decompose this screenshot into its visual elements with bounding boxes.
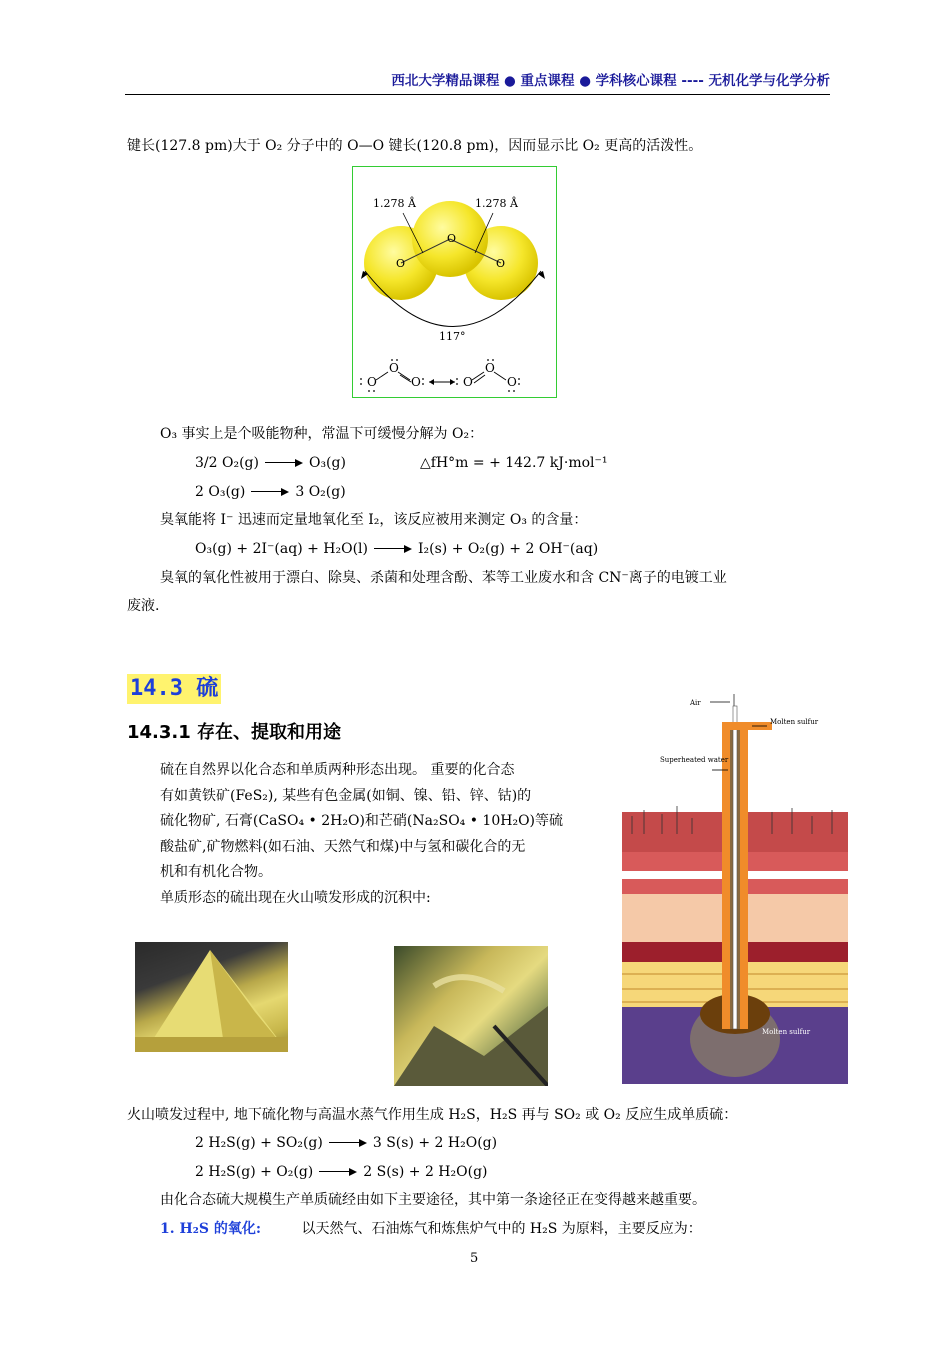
label-molten-bottom: Molten sulfur [762, 1028, 811, 1036]
eq1-enthalpy: △fH°m = + 142.7 kJ·mol⁻¹ [420, 455, 608, 471]
eq4-left: 2 H₂S(g) + SO₂(g) [195, 1135, 323, 1151]
ozone-figure [352, 166, 557, 398]
bond-angle-label: 117° [439, 330, 466, 343]
label-superheated: Superheated water [660, 756, 729, 764]
section-title: 14.3 硫 [127, 674, 221, 704]
eq3-left: O₃(g) + 2I⁻(aq) + H₂O(l) [195, 541, 368, 557]
lewis-o5: O [485, 361, 495, 375]
item1-label: 1. H₂S 的氧化: [160, 1221, 262, 1237]
equation-2 [195, 482, 346, 502]
ozone-molecule-diagram [353, 167, 555, 396]
atom-label-right: O [496, 257, 506, 270]
para-line: 硫化物矿, 石膏(CaSO₄ • 2H₂O)和芒硝(Na₂SO₄ • 10H₂O)等硫 [160, 813, 564, 829]
atom-label-left: O [396, 257, 406, 270]
bond-length-right: 1.278 Å [475, 197, 518, 210]
eq1-right: O₃(g) [308, 455, 346, 471]
reaction-arrow [374, 545, 412, 553]
reaction-arrow [319, 1168, 357, 1176]
equation-3 [195, 539, 598, 559]
para-line: 有如黄铁矿(FeS₂), 某些有色金属(如铜、镍、铅、锌、钴)的 [160, 787, 532, 804]
eq1-left: 3/2 O₂(g) [195, 455, 259, 471]
lewis-o2: O [389, 361, 399, 375]
atom-label-center: O [447, 232, 457, 245]
eq5-left: 2 H₂S(g) + O₂(g) [195, 1164, 314, 1180]
label-air: Air [690, 699, 701, 707]
sulfur-deposit-photo [135, 942, 288, 1052]
para-line: 酸盐矿,矿物燃料(如石油、天然气和煤)中与氢和碳化合的无 [160, 838, 526, 855]
para-line: 机和有机化合物。 [160, 864, 272, 880]
ozone-usage-line2: 废液. [127, 598, 160, 614]
equation-4 [195, 1133, 497, 1153]
ozone-usage-line1: 臭氧的氧化性被用于漂白、除臭、杀菌和处理含酚、苯等工业废水和含 CN⁻离子的电镀工业 [160, 570, 727, 586]
production-text: 由化合态硫大规模生产单质硫经由如下主要途径，其中第一条途径正在变得越来越重要。 [160, 1192, 706, 1208]
page-number: 5 [470, 1251, 479, 1266]
equation-5 [195, 1162, 488, 1182]
eq2-right: 3 O₂(g) [295, 484, 346, 500]
para-line: 硫在自然界以化合态和单质两种形态出现。 重要的化合态 [160, 762, 515, 778]
reaction-arrow [251, 488, 289, 496]
eq5-right: 2 S(s) + 2 H₂O(g) [363, 1164, 488, 1180]
frasch-process-diagram [622, 684, 848, 1084]
reaction-arrow [329, 1139, 367, 1147]
lewis-o3: O [411, 375, 421, 389]
bond-length-left: 1.278 Å [373, 197, 416, 210]
lewis-o1: O [367, 375, 377, 389]
sulfur-paragraph [160, 758, 600, 911]
eq4-right: 3 S(s) + 2 H₂O(g) [372, 1135, 498, 1151]
volcanic-vent-photo [394, 946, 548, 1086]
lewis-structures [360, 359, 520, 392]
eq3-right: I₂(s) + O₂(g) + 2 OH⁻(aq) [418, 541, 599, 557]
subsection-title: 14.3.1 存在、提取和用途 [127, 722, 342, 743]
lewis-o6: O [507, 375, 517, 389]
eq2-left: 2 O₃(g) [195, 484, 246, 500]
lewis-o4: O [463, 375, 473, 389]
ozone-decompose-text: O₃ 事实上是个吸能物种，常温下可缓慢分解为 O₂： [160, 426, 484, 442]
item1-text: 以天然气、石油炼气和炼焦炉气中的 H₂S 为原料，主要反应为： [301, 1221, 702, 1237]
para-line: 单质形态的硫出现在火山喷发形成的沉积中: [160, 889, 431, 906]
reaction-arrow [265, 459, 303, 467]
volcano-text: 火山喷发过程中, 地下硫化物与高温水蒸气作用生成 H₂S，H₂S 再与 SO₂ 或 O₂ 反应生成单质硫： [127, 1107, 738, 1123]
equation-1 [195, 453, 346, 473]
intro-line: 键长(127.8 pm)大于 O₂ 分子中的 O—O 键长(120.8 pm)，因而显示比 O₂ 更高的活泼性。 [127, 138, 703, 154]
label-molten-top: Molten sulfur [770, 718, 819, 726]
page-header: 西北大学精品课程 ● 重点课程 ● 学科核心课程 ---- 无机化学与化学分析 [125, 70, 830, 95]
iodide-text: 臭氧能将 I⁻ 迅速而定量地氧化至 I₂，该反应被用来测定 O₃ 的含量： [160, 512, 588, 528]
item-1 [160, 1219, 702, 1239]
